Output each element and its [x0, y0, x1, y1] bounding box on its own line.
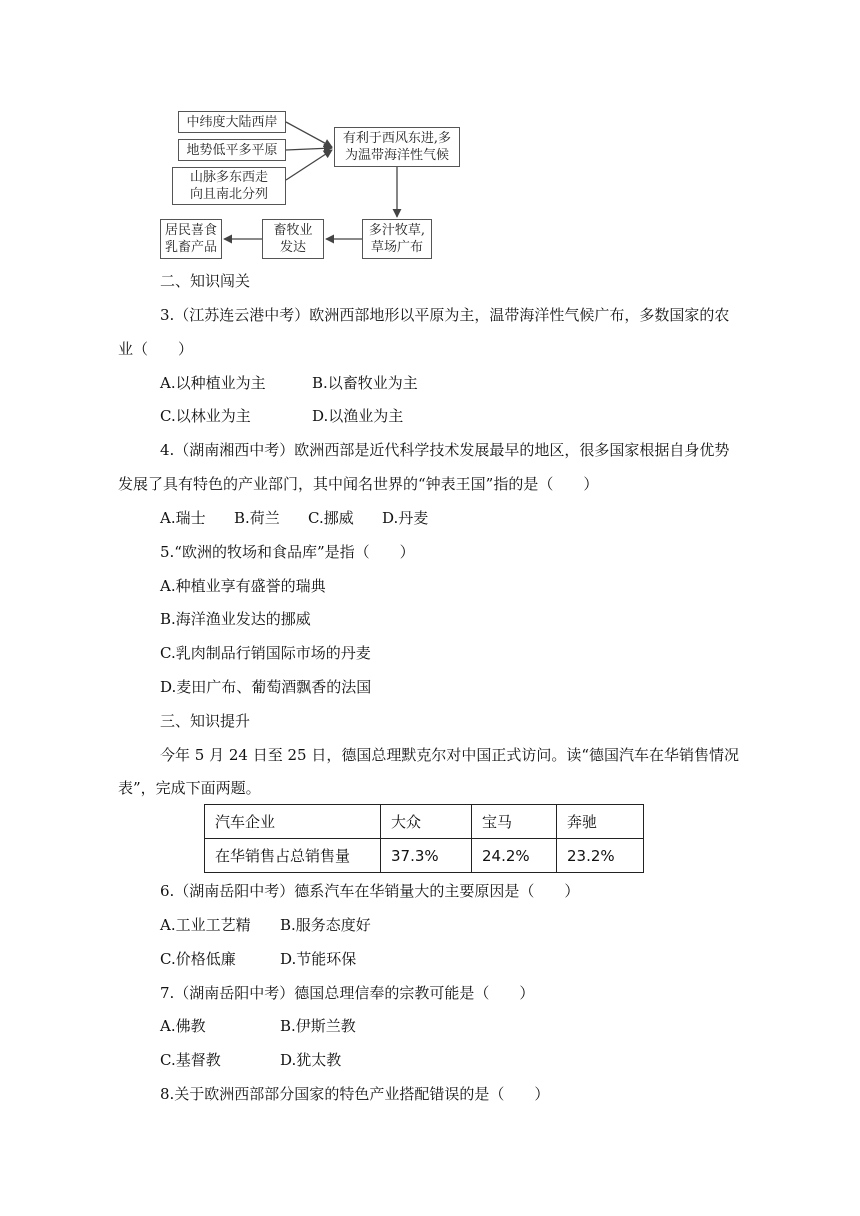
arrow-west-coast	[286, 122, 332, 147]
q3-option-c: C.以林业为主	[160, 407, 251, 425]
q7-options-row1	[160, 1015, 860, 1036]
q4-option-a: A.瑞士	[160, 509, 206, 527]
q8-stem: 8.关于欧洲西部部分国家的特色产业搭配错误的是（ ）	[160, 1085, 550, 1103]
q7-options-row2	[160, 1049, 860, 1070]
diagram-box-livestock: 畜牧业 发达	[262, 219, 324, 259]
q4-option-b: B.荷兰	[234, 509, 280, 527]
q5-option-b: B.海洋渔业发达的挪威	[160, 610, 311, 628]
intro-line1: 今年 5 月 24 日至 25 日，德国总理默克尔对中国正式访问。读“德国汽车在华销售情况	[160, 746, 739, 764]
q3-stem-line2: 业（ ）	[118, 340, 194, 358]
q3-options-row2	[160, 405, 860, 426]
table-cell: 汽车企业	[205, 805, 381, 839]
intro-line2: 表”，完成下面两题。	[118, 779, 261, 797]
table-row	[205, 839, 644, 873]
q5-stem-line1: 5.“欧洲的牧场和食品库”是指（ ）	[160, 543, 415, 561]
q7-stem: 7.（湖南岳阳中考）德国总理信奉的宗教可能是（ ）	[160, 984, 535, 1002]
climate-flow-diagram	[0, 0, 860, 270]
diagram-box-pasture: 多汁牧草, 草场广布	[362, 219, 432, 259]
q6-options-row1	[160, 914, 860, 935]
section-heading-2: 二、知识闯关	[160, 272, 251, 290]
q7-option-d: D.犹太教	[280, 1051, 342, 1069]
q3-options-row1	[160, 372, 860, 393]
q4-option-c: C.挪威	[308, 509, 354, 527]
q7-option-c: C.基督教	[160, 1051, 221, 1069]
q6-option-d: D.节能环保	[280, 950, 357, 968]
q7-option-a: A.佛教	[160, 1017, 206, 1035]
q6-stem: 6.（湖南岳阳中考）德系汽车在华销量大的主要原因是（ ）	[160, 882, 580, 900]
diagram-arrows	[0, 0, 860, 270]
table-cell: 奔驰	[557, 805, 644, 839]
section-heading-3: 三、知识提升	[160, 712, 251, 730]
diagram-box-lowland: 地势低平多平原	[178, 139, 286, 161]
q6-option-a: A.工业工艺精	[160, 916, 251, 934]
table-cell: 宝马	[472, 805, 557, 839]
q6-option-c: C.价格低廉	[160, 950, 236, 968]
q4-option-d: D.丹麦	[382, 509, 429, 527]
q6-option-b: B.服务态度好	[280, 916, 371, 934]
table-cell: 37.3%	[381, 839, 472, 873]
diagram-box-west-coast: 中纬度大陆西岸	[178, 111, 286, 133]
german-car-sales-table	[204, 804, 644, 873]
q4-stem-line1: 4.（湖南湘西中考）欧洲西部是近代科学技术发展最早的地区，很多国家根据自身优势	[160, 441, 730, 459]
diagram-box-dairy: 居民喜食 乳畜产品	[160, 219, 222, 259]
q6-options-row2	[160, 948, 860, 969]
q5-option-c: C.乳肉制品行销国际市场的丹麦	[160, 644, 371, 662]
arrow-lowland	[286, 148, 332, 150]
q3-option-b: B.以畜牧业为主	[312, 374, 418, 392]
table-cell: 23.2%	[557, 839, 644, 873]
table-row	[205, 805, 644, 839]
table-cell: 大众	[381, 805, 472, 839]
q5-option-a: A.种植业享有盛誉的瑞典	[160, 577, 326, 595]
arrow-mountains	[286, 150, 332, 180]
table-cell: 在华销售占总销售量	[205, 839, 381, 873]
q3-option-d: D.以渔业为主	[312, 407, 404, 425]
q3-stem-line1: 3.（江苏连云港中考）欧洲西部地形以平原为主，温带海洋性气候广布，多数国家的农	[160, 306, 730, 324]
diagram-box-mountains: 山脉多东西走 向且南北分列	[172, 167, 286, 205]
diagram-box-climate: 有利于西风东进,多 为温带海洋性气候	[334, 127, 460, 167]
q3-option-a: A.以种植业为主	[160, 374, 266, 392]
q5-option-d: D.麦田广布、葡萄酒飘香的法国	[160, 678, 372, 696]
table-cell: 24.2%	[472, 839, 557, 873]
q4-options	[160, 507, 860, 528]
q7-option-b: B.伊斯兰教	[280, 1017, 356, 1035]
q4-stem-line2: 发展了具有特色的产业部门，其中闻名世界的“钟表王国”指的是（ ）	[118, 475, 599, 493]
